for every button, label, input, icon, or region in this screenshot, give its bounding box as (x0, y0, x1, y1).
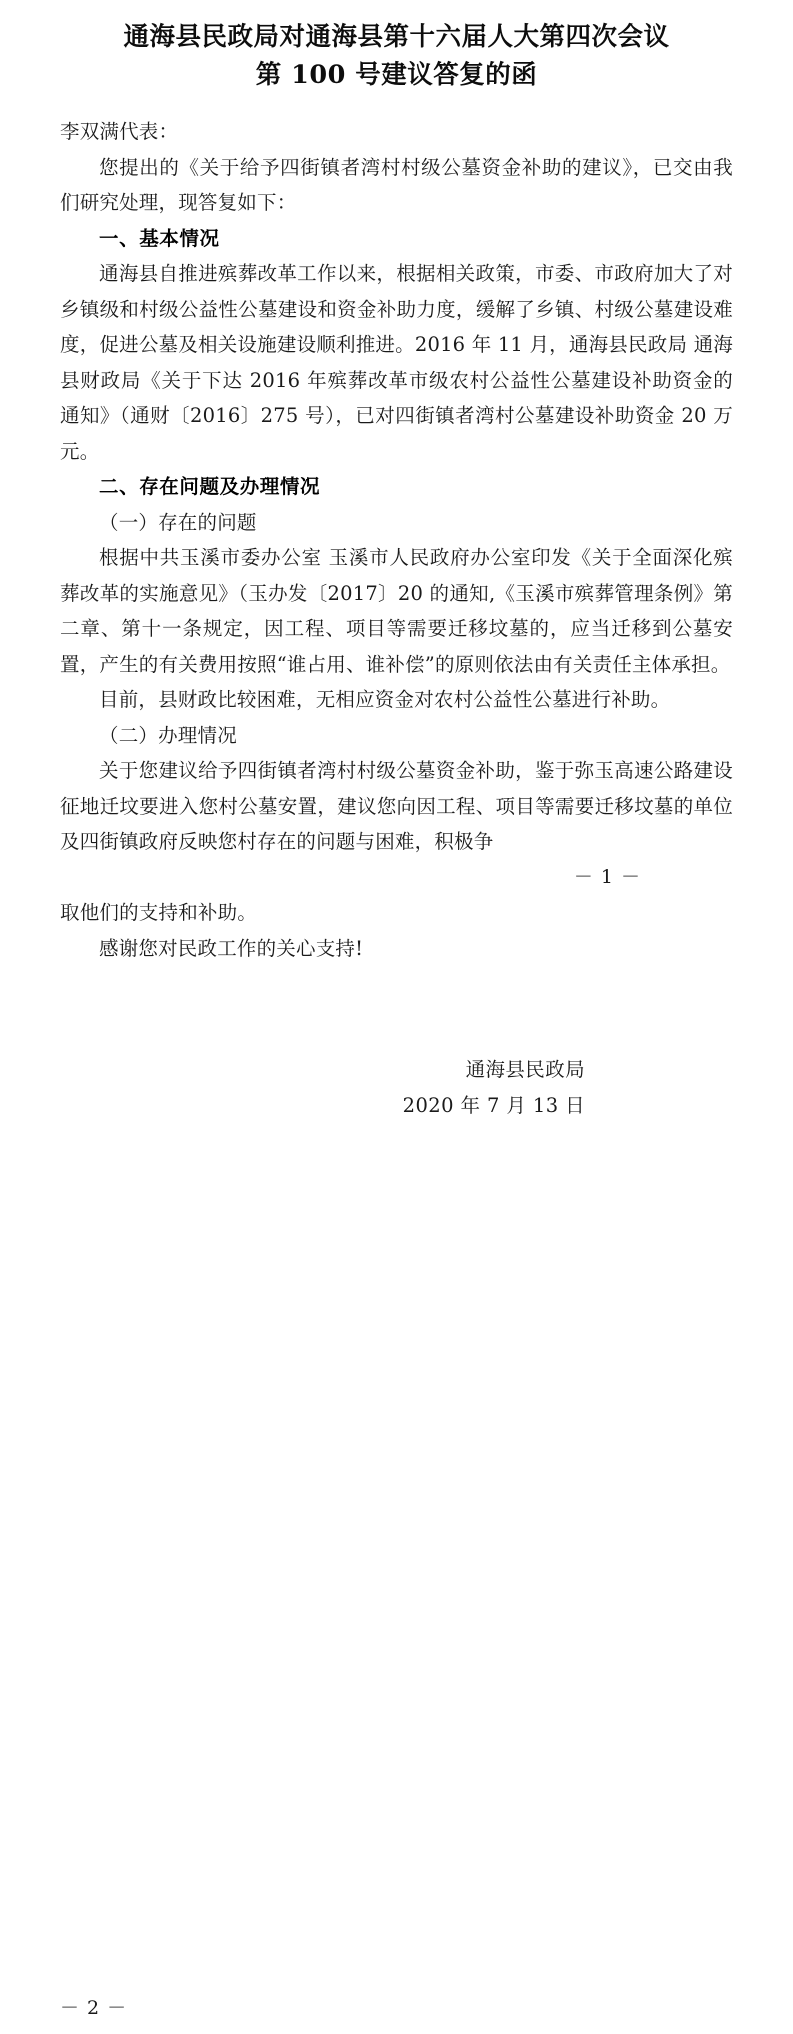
section-1-heading: 一、基本情况 (99, 226, 220, 250)
signature-block (60, 1052, 733, 1123)
intro-paragraph: 您提出的《关于给予四街镇者湾村村级公墓资金补助的建议》，已交由我们研究处理，现答复如下： (60, 155, 733, 214)
signature-date: 2020 年 7 月 13 日 (402, 1093, 585, 1117)
section-1-paragraph: 通海县自推进殡葬改革工作以来，根据相关政策，市委、市政府加大了对乡镇级和村级公益性公墓建设和资金补助力度，缓解了乡镇、村级公墓建设难度，促进公墓及相关设施建设顺利推进。2016 年 11 月，通海县民政局 通海县财政局《关于下达 2016 年殡葬改革市级农村公益性公墓建设补助资金的通知》（通财〔2016〕275 号），已对四街镇者湾村公墓建设补助资金 20 万元。 (60, 262, 733, 463)
section-2-sub-1-paragraph-1: 根据中共玉溪市委办公室 玉溪市人民政府办公室印发《关于全面深化殡葬改革的实施意见》（玉办发〔2017〕20 的通知,《玉溪市殡葬管理条例》第二章、第十一条规定，因工程、项目等需要迁移坟墓的，应当迁移到公墓安置，产生的有关费用按照“谁占用、谁补偿”的原则依法由有关责任主体承担。 (60, 546, 733, 676)
page-marker-inline: － 1 － (573, 865, 641, 888)
section-2-sub-2-paragraph-2: 取他们的支持和补助。 (60, 901, 258, 924)
document-title-line-2: 第 100 号建议答复的函 (255, 60, 538, 90)
document-title-line-1: 通海县民政局对通海县第十六届人大第四次会议 (123, 22, 670, 52)
document-title (0, 0, 793, 94)
salutation: 李双满代表： (60, 120, 179, 143)
section-2-sub-1-heading: （一）存在的问题 (99, 510, 257, 534)
section-2-heading: 二、存在问题及办理情况 (99, 475, 321, 498)
closing-paragraph: 感谢您对民政工作的关心支持! (99, 936, 364, 960)
section-2-sub-1-paragraph-2: 目前，县财政比较困难，无相应资金对农村公益性公墓进行补助。 (99, 688, 671, 711)
signature-spacer (60, 966, 733, 1052)
section-2-sub-2-heading: （二）办理情况 (99, 723, 237, 747)
document-body (0, 94, 793, 1123)
page-marker-footer: － 2 － (60, 1997, 128, 2019)
signature-organization: 通海县民政局 (465, 1058, 585, 1081)
section-2-sub-2-paragraph-1: 关于您建议给予四街镇者湾村村级公墓资金补助，鉴于弥玉高速公路建设征地迁坟要进入您村公墓安置，建议您向因工程、项目等需要迁移坟墓的单位及四街镇政府反映您村存在的问题与困难，积极争 (60, 759, 733, 853)
